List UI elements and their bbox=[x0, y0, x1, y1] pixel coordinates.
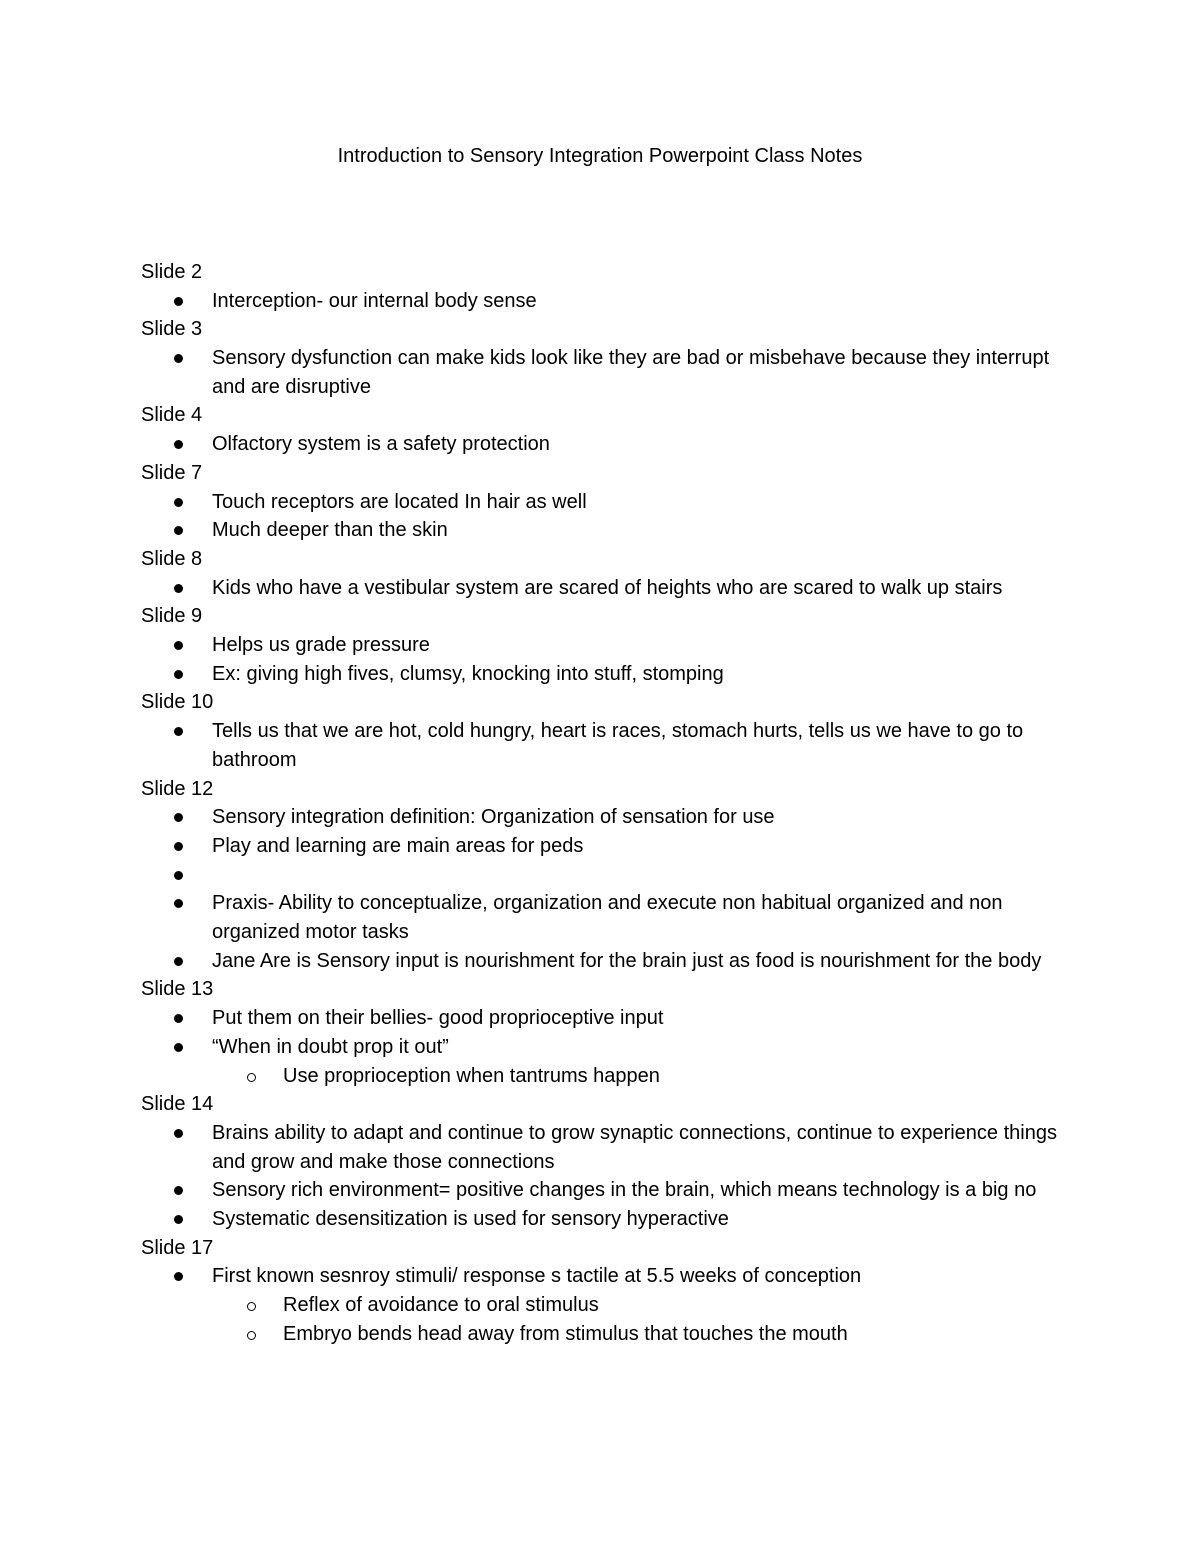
bullet-text: Put them on their bellies- good proprioceptive input bbox=[212, 1007, 664, 1030]
slide-section bbox=[141, 459, 1071, 545]
sub-bullet-circle-icon bbox=[247, 1331, 256, 1340]
bullet-dot-icon bbox=[174, 1272, 183, 1281]
bullet-text: Brains ability to adapt and continue to grow synaptic connections, continue to experience things and grow and make those connections bbox=[212, 1121, 1057, 1173]
bullet-list bbox=[141, 574, 1071, 603]
bullet-dot-icon bbox=[174, 899, 183, 908]
sub-bullet-text: Reflex of avoidance to oral stimulus bbox=[283, 1294, 599, 1317]
bullet-text: Touch receptors are located In hair as well bbox=[212, 490, 587, 513]
bullet-item bbox=[141, 430, 1071, 459]
bullet-list bbox=[141, 287, 1071, 316]
bullet-text: Jane Are is Sensory input is nourishment for the brain just as food is nourishment for the body bbox=[212, 949, 1042, 972]
bullet-item bbox=[141, 1205, 1071, 1234]
document-title: Introduction to Sensory Integration Powerpoint Class Notes bbox=[337, 145, 863, 167]
bullet-list bbox=[141, 717, 1071, 774]
slide-section bbox=[141, 1090, 1071, 1234]
bullet-item bbox=[141, 1004, 1071, 1033]
bullet-list bbox=[141, 430, 1071, 459]
bullet-list bbox=[141, 1119, 1071, 1234]
slide-heading: Slide 8 bbox=[141, 547, 203, 570]
bullet-item bbox=[141, 1176, 1071, 1205]
slide-heading: Slide 7 bbox=[141, 461, 203, 484]
bullet-item bbox=[141, 574, 1071, 603]
bullet-item bbox=[141, 717, 1071, 774]
bullet-dot-icon bbox=[174, 670, 183, 679]
bullet-item bbox=[141, 516, 1071, 545]
bullet-item bbox=[141, 1119, 1071, 1176]
slide-section bbox=[141, 258, 1071, 315]
bullet-text: Olfactory system is a safety protection bbox=[212, 433, 550, 456]
bullet-list bbox=[141, 631, 1071, 688]
slide-heading: Slide 9 bbox=[141, 605, 203, 628]
bullet-dot-icon bbox=[174, 813, 183, 822]
bullet-text: Tells us that we are hot, cold hungry, heart is races, stomach hurts, tells us we have to go to bathroom bbox=[212, 720, 1024, 771]
slide-heading: Slide 2 bbox=[141, 261, 203, 283]
bullet-list bbox=[141, 1262, 1071, 1348]
bullet-dot-icon bbox=[174, 957, 183, 966]
notes-body bbox=[141, 258, 1071, 1349]
bullet-dot-icon bbox=[174, 1014, 183, 1023]
bullet-item bbox=[141, 287, 1071, 316]
bullet-list bbox=[141, 803, 1071, 975]
bullet-item bbox=[141, 631, 1071, 660]
bullet-dot-icon bbox=[174, 526, 183, 535]
bullet-text: “When in doubt prop it out” bbox=[212, 1035, 449, 1058]
bullet-dot-icon bbox=[174, 641, 183, 650]
sub-bullet-item bbox=[141, 1291, 1071, 1320]
bullet-text bbox=[212, 861, 1071, 890]
bullet-text: Sensory rich environment= positive changes in the brain, which means technology is a big no bbox=[212, 1179, 1037, 1202]
bullet-text: Helps us grade pressure bbox=[212, 634, 430, 657]
bullet-text: First known sesnroy stimuli/ response s tactile at 5.5 weeks of conception bbox=[212, 1265, 862, 1288]
slide-heading: Slide 4 bbox=[141, 404, 203, 427]
bullet-dot-icon bbox=[174, 1129, 183, 1138]
bullet-text: Ex: giving high fives, clumsy, knocking into stuff, stomping bbox=[212, 662, 724, 685]
sub-bullet-text: Embryo bends head away from stimulus that touches the mouth bbox=[283, 1322, 848, 1345]
slide-heading: Slide 13 bbox=[141, 978, 214, 1001]
bullet-list bbox=[141, 344, 1071, 401]
bullet-item bbox=[141, 660, 1071, 689]
bullet-dot-icon bbox=[174, 498, 183, 507]
bullet-text: Play and learning are main areas for peds bbox=[212, 834, 584, 857]
bullet-text: Much deeper than the skin bbox=[212, 519, 448, 542]
bullet-item bbox=[141, 889, 1071, 946]
sub-bullet-text: Use proprioception when tantrums happen bbox=[283, 1064, 660, 1087]
slide-section bbox=[141, 315, 1071, 401]
sub-bullet-circle-icon bbox=[247, 1073, 256, 1082]
slide-heading: Slide 10 bbox=[141, 691, 214, 714]
slide-heading: Slide 14 bbox=[141, 1093, 214, 1116]
bullet-item bbox=[141, 1033, 1071, 1062]
slide-section bbox=[141, 401, 1071, 458]
bullet-text: Interception- our internal body sense bbox=[212, 289, 537, 312]
bullet-dot-icon bbox=[174, 297, 183, 306]
bullet-text: Sensory integration definition: Organization of sensation for use bbox=[212, 806, 775, 829]
bullet-item bbox=[141, 861, 1071, 890]
bullet-dot-icon bbox=[174, 871, 183, 880]
bullet-text: Praxis- Ability to conceptualize, organization and execute non habitual organized and non organized motor tasks bbox=[212, 892, 1003, 944]
bullet-item bbox=[141, 344, 1071, 401]
sub-bullet-item bbox=[141, 1320, 1071, 1349]
bullet-text: Sensory dysfunction can make kids look like they are bad or misbehave because they interrupt and are disruptive bbox=[212, 347, 1050, 398]
bullet-text: Systematic desensitization is used for sensory hyperactive bbox=[212, 1208, 729, 1231]
bullet-dot-icon bbox=[174, 842, 183, 851]
bullet-item bbox=[141, 832, 1071, 861]
slide-heading: Slide 17 bbox=[141, 1236, 214, 1259]
slide-section bbox=[141, 775, 1071, 976]
sub-bullet-item bbox=[141, 1062, 1071, 1091]
bullet-text: Kids who have a vestibular system are scared of heights who are scared to walk up stairs bbox=[212, 576, 1003, 599]
bullet-item bbox=[141, 947, 1071, 976]
bullet-item bbox=[141, 1262, 1071, 1291]
bullet-dot-icon bbox=[174, 440, 183, 449]
bullet-dot-icon bbox=[174, 1043, 183, 1052]
slide-heading: Slide 3 bbox=[141, 318, 203, 341]
bullet-dot-icon bbox=[174, 1215, 183, 1224]
slide-section bbox=[141, 545, 1071, 602]
bullet-item bbox=[141, 488, 1071, 517]
sub-bullet-circle-icon bbox=[247, 1302, 256, 1311]
slide-section bbox=[141, 1234, 1071, 1349]
bullet-dot-icon bbox=[174, 727, 183, 736]
bullet-dot-icon bbox=[174, 1186, 183, 1195]
bullet-item bbox=[141, 803, 1071, 832]
slide-section bbox=[141, 688, 1071, 774]
slide-section bbox=[141, 975, 1071, 1090]
bullet-list bbox=[141, 488, 1071, 545]
bullet-dot-icon bbox=[174, 584, 183, 593]
bullet-list bbox=[141, 1004, 1071, 1090]
bullet-dot-icon bbox=[174, 354, 183, 363]
slide-section bbox=[141, 602, 1071, 688]
slide-heading: Slide 12 bbox=[141, 777, 214, 800]
